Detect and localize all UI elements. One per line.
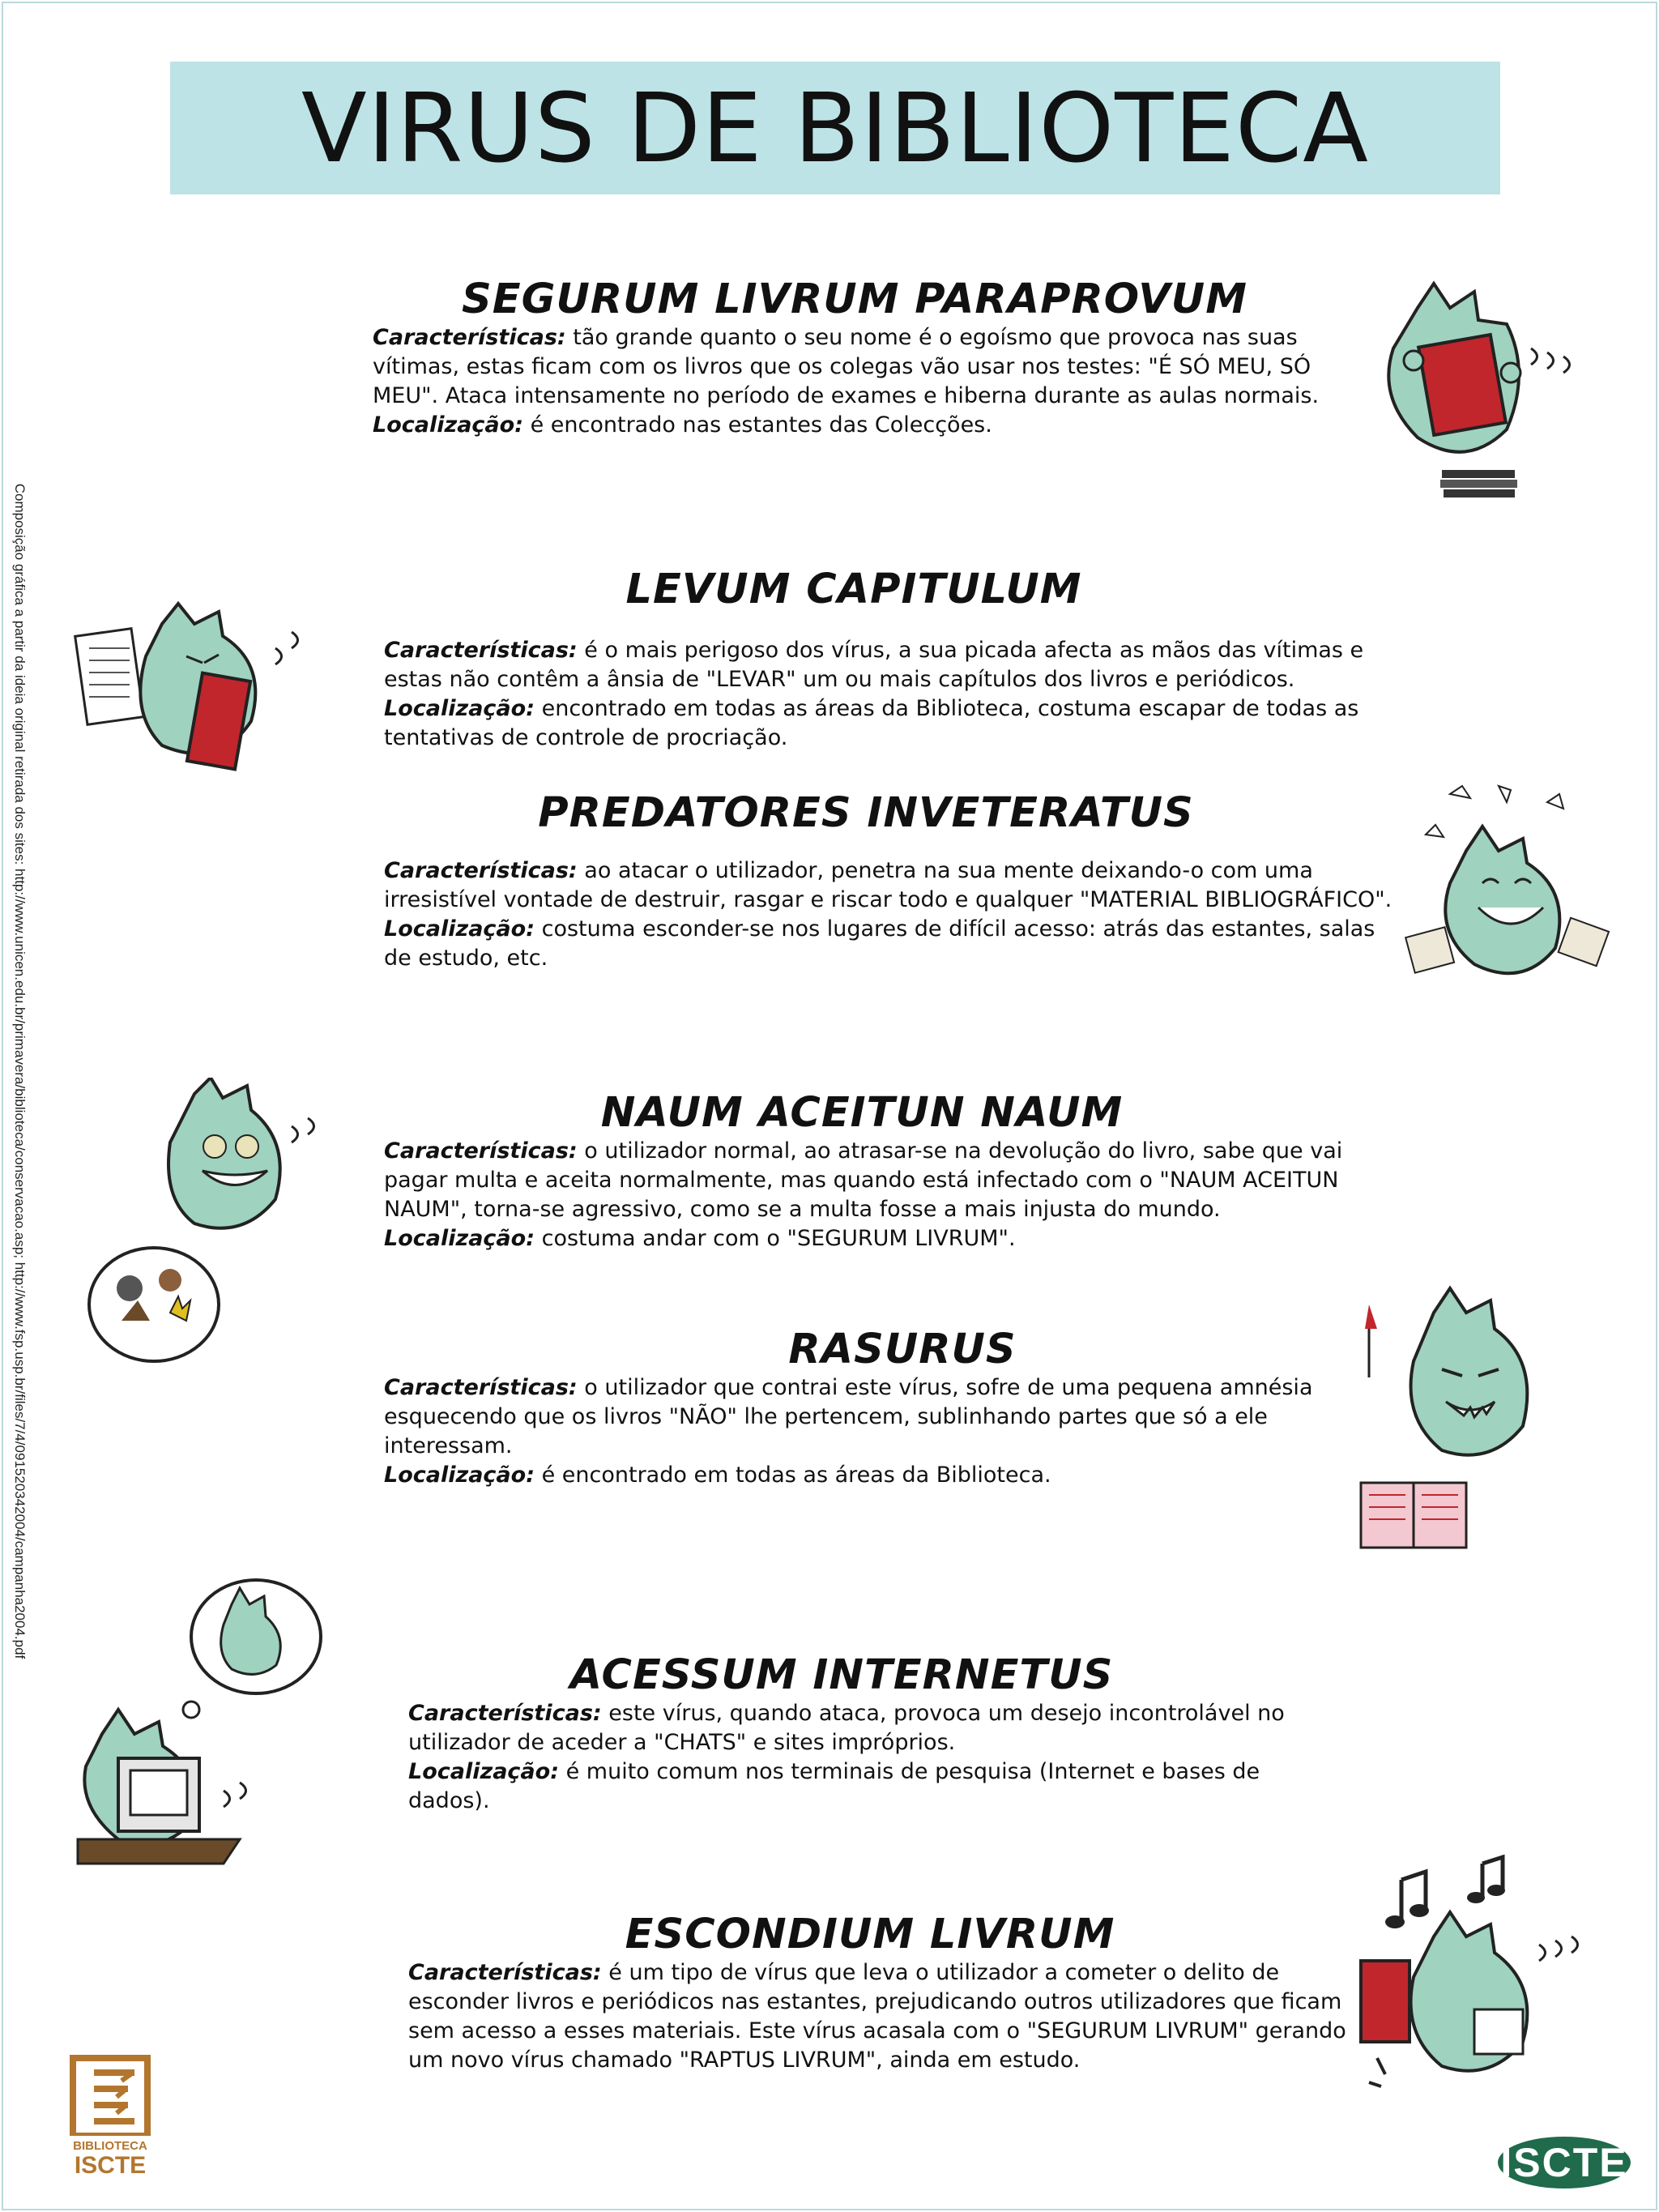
characteristics-label: Características: xyxy=(384,858,578,883)
biblioteca-logo-label: BIBLIOTECA xyxy=(73,2139,147,2153)
virus-entry-levum xyxy=(384,566,1388,753)
title-banner xyxy=(170,62,1500,194)
biblioteca-iscte-logo xyxy=(70,2055,151,2179)
virus-name: LEVUM CAPITULUM xyxy=(625,566,1082,613)
iscte-logo-text: ISCTE xyxy=(1500,2140,1628,2185)
virus-at-computer-icon xyxy=(70,1572,337,1872)
virus-entry-escondium xyxy=(408,1911,1364,2075)
characteristics-text: tão grande quanto o seu nome é o egoísmo que provoca nas suas vítimas, estas ficam com os livros que os colegas vão usar nos testes: "É SÓ MEU, SÓ MEU". Ataca intensamente no período de exames e hiberna durante as aulas normais. xyxy=(373,325,1320,408)
virus-name: ACESSUM INTERNETUS xyxy=(569,1651,1114,1699)
characteristics-text: o utilizador que contrai este vírus, sofre de uma pequena amnésia esquecendo que os livros "NÃO" lhe pertencem, sublinhando partes que só a ele interessam. xyxy=(384,1375,1313,1458)
characteristics-text: o utilizador normal, ao atrasar-se na devolução do livro, sabe que vai pagar multa e aceita normalmente, mas quando está infectado com o "NAUM ACEITUN NAUM", torna-se agressivo, como se a multa fosse a mais injusta do mundo. xyxy=(384,1138,1343,1222)
virus-description xyxy=(384,636,1388,753)
virus-hugging-book-icon xyxy=(1369,275,1628,519)
location-text: costuma andar com o "SEGURUM LIVRUM". xyxy=(541,1226,1016,1251)
location-text: é encontrado em todas as áreas da Biblioteca. xyxy=(541,1463,1051,1488)
angry-virus-with-thought-bubble-icon xyxy=(81,1078,373,1386)
location-text: encontrado em todas as áreas da Biblioteca, costuma escapar de todas as tentativas de controle de procriação. xyxy=(384,696,1359,750)
virus-name: ESCONDIUM LIVRUM xyxy=(625,1911,1115,1958)
virus-name: NAUM ACEITUN NAUM xyxy=(600,1089,1124,1137)
location-label: Localização: xyxy=(384,916,535,942)
location-label: Localização: xyxy=(384,696,535,721)
virus-description xyxy=(373,323,1377,440)
virus-name: SEGURUM LIVRUM PARAPROVUM xyxy=(462,275,1247,323)
vampire-virus-with-book-icon xyxy=(1353,1280,1612,1572)
characteristics-label: Características: xyxy=(384,1138,578,1164)
side-credit-text: Composição gráfica a partir da ideia original retirada dos sites: http://www.unicen.edu.br/primavera/biblioteca/conservacao.asp; http://www.fsp.usp.br/files/7/4/091520342004/campanha2004.pdf xyxy=(12,483,28,1659)
virus-with-book-and-notes-icon xyxy=(73,600,348,794)
virus-entry-acessum xyxy=(408,1651,1307,1816)
virus-entry-predatores xyxy=(384,789,1397,973)
virus-description xyxy=(384,1137,1388,1253)
location-text: costuma esconder-se nos lugares de difícil acesso: atrás das estantes, salas de estudo, etc. xyxy=(384,916,1375,971)
virus-description xyxy=(408,1699,1307,1816)
virus-name: RASURUS xyxy=(788,1326,1017,1373)
virus-name: PREDATORES INVETERATUS xyxy=(538,789,1194,837)
virus-description xyxy=(408,1958,1364,2075)
characteristics-text: é um tipo de vírus que leva o utilizador a cometer o delito de esconder livros e periódicos nas estantes, prejudicando outros utilizadores que ficam sem acesso a esses materiais. Este vírus acasala com o "SEGURUM LIVRUM" gerando um novo vírus chamado "RAPTUS LIVRUM", ainda em estudo. xyxy=(408,1960,1346,2073)
location-label: Localização: xyxy=(384,1463,535,1488)
characteristics-label: Características: xyxy=(373,325,566,350)
virus-tearing-paper-icon xyxy=(1401,778,1644,1021)
characteristics-text: ao atacar o utilizador, penetra na sua mente deixando-o com uma irresistível vontade de destruir, rasgar e riscar todo e qualquer "MATERIAL BIBLIOGRÁFICO". xyxy=(384,858,1392,912)
characteristics-label: Características: xyxy=(408,1701,602,1726)
characteristics-label: Características: xyxy=(384,1375,578,1400)
virus-entry-naum xyxy=(384,1089,1388,1253)
iscte-logo-label: ISCTE xyxy=(74,2152,147,2179)
location-text: é encontrado nas estantes das Colecções. xyxy=(530,412,992,438)
virus-description xyxy=(384,856,1397,973)
iscte-logo xyxy=(1495,2134,1633,2191)
location-text: é muito comum nos terminais de pesquisa (Internet e bases de dados). xyxy=(408,1759,1260,1813)
page-title: VIRUS DE BIBLIOTECA xyxy=(301,72,1370,184)
characteristics-label: Características: xyxy=(408,1960,602,1985)
biblioteca-logo-mark-icon xyxy=(70,2055,151,2136)
virus-hiding-book-with-music-icon xyxy=(1353,1847,1636,2107)
virus-description xyxy=(384,1373,1356,1490)
location-label: Localização: xyxy=(384,1226,535,1251)
virus-entry-rasurus xyxy=(384,1326,1356,1490)
location-label: Localização: xyxy=(408,1759,559,1784)
characteristics-label: Características: xyxy=(384,638,578,663)
location-label: Localização: xyxy=(373,412,523,438)
characteristics-text: este vírus, quando ataca, provoca um desejo incontrolável no utilizador de aceder a "CHATS" e sites impróprios. xyxy=(408,1701,1285,1755)
characteristics-text: é o mais perigoso dos vírus, a sua picada afecta as mãos das vítimas e estas não contêm a ânsia de "LEVAR" um ou mais capítulos dos livros e periódicos. xyxy=(384,638,1364,692)
virus-entry-segurum xyxy=(373,275,1377,440)
